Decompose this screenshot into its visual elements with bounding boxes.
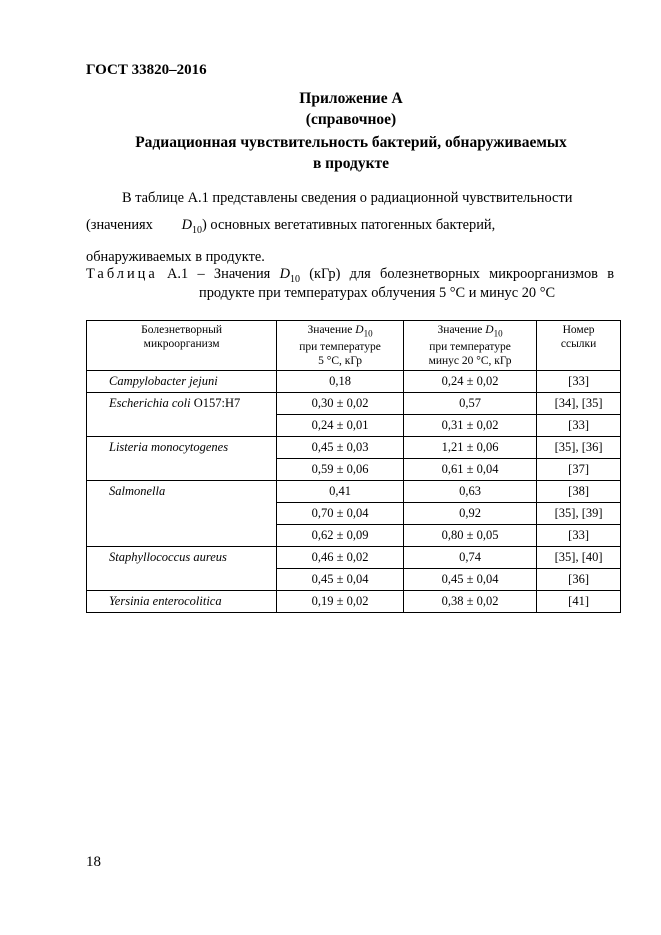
page-number: 18 — [86, 854, 101, 870]
table-row — [87, 371, 621, 393]
header-d10-5c: Значение $D_{10}$ при температуре 5 °С, кГр — [277, 321, 404, 371]
header-organism: Болезнетворный микроорганизм — [87, 321, 277, 371]
intro-text: ) основных вегетативных патогенных бактерий, — [202, 217, 496, 233]
value-minus20c-cell: 0,57 — [403, 393, 536, 415]
value-5c-cell: 0,30 ± 0,02 — [277, 393, 404, 415]
table-caption — [86, 266, 614, 302]
reference-cell: [33] — [537, 415, 621, 437]
appendix-heading-line2: в продукте — [312, 155, 390, 172]
value-5c-cell: 0,46 ± 0,02 — [277, 547, 404, 569]
header-reference: Номер ссылки — [537, 321, 621, 371]
organism-cell: Yersinia enterocolitica — [87, 591, 277, 613]
reference-cell: [36] — [537, 569, 621, 591]
reference-cell: [35], [36] — [537, 437, 621, 459]
appendix-heading-line1: Радиационная чувствительность бактерий, обнаруживаемых — [135, 134, 567, 151]
d-subscript: 10 — [289, 273, 300, 285]
intro-line1: В таблице А.1 представлены сведения о радиационной чувствительности — [122, 190, 573, 206]
value-minus20c-cell: 0,61 ± 0,04 — [403, 459, 536, 481]
intro-line3: обнаруживаемых в продукте. — [86, 248, 265, 265]
value-5c-cell: 0,19 ± 0,02 — [277, 591, 404, 613]
value-5c-cell: 0,70 ± 0,04 — [277, 503, 404, 525]
table-row — [87, 393, 621, 415]
d-subscript: 10 — [192, 224, 203, 236]
intro-paragraph — [86, 185, 614, 271]
value-minus20c-cell: 0,38 ± 0,02 — [403, 591, 536, 613]
intro-line2 — [86, 212, 614, 244]
value-minus20c-cell: 0,80 ± 0,05 — [403, 525, 536, 547]
caption-text: (кГр) для болезнетворных микроорганизмов в — [299, 266, 614, 282]
organism-cell: Escherichia coli O157:H7 — [87, 393, 277, 437]
header-d10-minus20c: Значение $D_{10}$ при температуре минус 20 °С, кГр — [403, 321, 536, 371]
document-code: ГОСТ 33820–2016 — [86, 62, 207, 78]
table-header-row — [87, 321, 621, 371]
reference-cell: [41] — [537, 591, 621, 613]
reference-cell: [34], [35] — [537, 393, 621, 415]
reference-cell: [37] — [537, 459, 621, 481]
value-minus20c-cell: 0,74 — [403, 547, 536, 569]
caption-number: А.1 — [167, 266, 189, 282]
reference-cell: [33] — [537, 525, 621, 547]
value-minus20c-cell: 0,24 ± 0,02 — [403, 371, 536, 393]
value-5c-cell: 0,59 ± 0,06 — [277, 459, 404, 481]
value-5c-cell: 0,45 ± 0,04 — [277, 569, 404, 591]
appendix-title: Приложение А — [299, 90, 403, 107]
appendix-status: (справочное) — [305, 111, 397, 128]
intro-text: (значениях — [86, 217, 153, 233]
table-row — [87, 591, 621, 613]
table-row — [87, 547, 621, 569]
d-symbol: D — [279, 266, 290, 282]
caption-text: – Значения — [188, 266, 280, 282]
organism-cell: Campylobacter jejuni — [87, 371, 277, 393]
reference-cell: [38] — [537, 481, 621, 503]
organism-cell: Listeria monocytogenes — [87, 437, 277, 481]
table-row — [87, 437, 621, 459]
d-symbol: D — [181, 217, 193, 233]
value-minus20c-cell: 0,63 — [403, 481, 536, 503]
value-5c-cell: 0,24 ± 0,01 — [277, 415, 404, 437]
value-minus20c-cell: 0,92 — [403, 503, 536, 525]
reference-cell: [35], [40] — [537, 547, 621, 569]
reference-cell: [35], [39] — [537, 503, 621, 525]
d10-values-table — [86, 320, 621, 613]
caption-line1 — [86, 266, 614, 285]
caption-label: Таблица — [86, 266, 158, 282]
value-minus20c-cell: 1,21 ± 0,06 — [403, 437, 536, 459]
organism-cell: Staphyllococcus aureus — [87, 547, 277, 591]
reference-cell: [33] — [537, 371, 621, 393]
organism-cell: Salmonella — [87, 481, 277, 547]
value-5c-cell: 0,62 ± 0,09 — [277, 525, 404, 547]
value-minus20c-cell: 0,31 ± 0,02 — [403, 415, 536, 437]
value-minus20c-cell: 0,45 ± 0,04 — [403, 569, 536, 591]
value-5c-cell: 0,45 ± 0,03 — [277, 437, 404, 459]
value-5c-cell: 0,41 — [277, 481, 404, 503]
value-5c-cell: 0,18 — [277, 371, 404, 393]
caption-line2: продукте при температурах облучения 5 °С и минус 20 °С — [199, 284, 556, 301]
table-row — [87, 481, 621, 503]
